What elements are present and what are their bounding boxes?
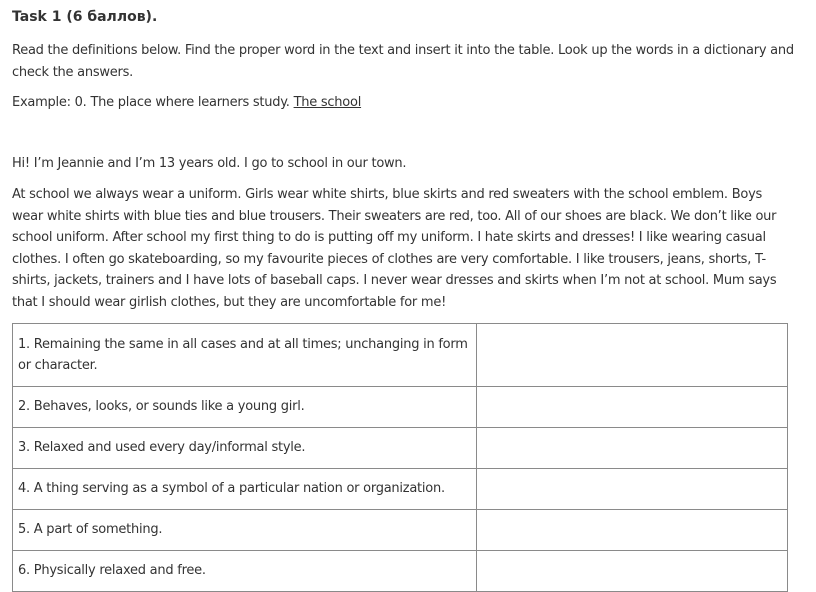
text-body: At school we always wear a uniform. Girls wear white shirts, blue skirts and red sweaters with the school emblem. Boys wear white shirts with blue ties and blue trousers. Their sweaters are red, too. All of our shoes are black. We don’t like our school uniform. After school my first thing to do is putting off my uniform. I hate skirts and dresses! I like wearing casual clothes. I often go skateboarding, so my favourite pieces of clothes are very comfortable. I like trousers, jeans, shorts, T-shirts, jackets, trainers and I have lots of baseball caps. I never wear dresses and skirts when I’m not at school. Mum says that I should wear girlish clothes, but they are uncomfortable for me! — [12, 187, 777, 310]
instructions-text: Read the definitions below. Find the proper word in the text and insert it into the table. Look up the words in a dictionary and check the answers. — [12, 43, 794, 80]
answer-cell[interactable] — [477, 387, 788, 428]
answer-cell[interactable] — [477, 551, 788, 592]
definition-cell: 3. Relaxed and used every day/informal style. — [13, 428, 477, 469]
table-row — [13, 324, 788, 387]
definition-cell: 2. Behaves, looks, or sounds like a young girl. — [13, 387, 477, 428]
answer-cell[interactable] — [477, 469, 788, 510]
answer-cell[interactable] — [477, 510, 788, 551]
definition-cell: 4. A thing serving as a symbol of a particular nation or organization. — [13, 469, 477, 510]
answer-cell[interactable] — [477, 324, 788, 387]
table-row — [13, 551, 788, 592]
definition-cell: 6. Physically relaxed and free. — [13, 551, 477, 592]
example-answer: The school — [293, 95, 362, 110]
task-title: Task 1 (6 баллов). — [12, 9, 158, 25]
table-row — [13, 510, 788, 551]
table-row — [13, 469, 788, 510]
example-prefix: Example: 0. The place where learners study. — [12, 95, 290, 110]
text-intro: Hi! I’m Jeannie and I’m 13 years old. I go to school in our town. — [12, 156, 407, 171]
definition-cell: 1. Remaining the same in all cases and at all times; unchanging in form or character. — [13, 324, 477, 387]
definition-cell: 5. A part of something. — [13, 510, 477, 551]
table-row — [13, 387, 788, 428]
definitions-table — [12, 323, 788, 592]
example-line — [12, 92, 796, 114]
answer-cell[interactable] — [477, 428, 788, 469]
table-row — [13, 428, 788, 469]
